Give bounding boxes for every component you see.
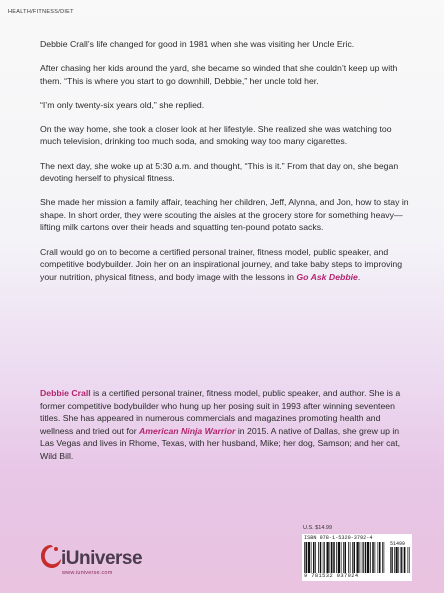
barcode-icon — [304, 542, 410, 573]
barcode-addon: 51499 — [390, 541, 406, 547]
blurb-paragraph: Debbie Crall’s life changed for good in 1981 when she was visiting her Uncle Eric. — [40, 39, 355, 49]
show-title: American Ninja Warrior — [139, 425, 236, 436]
author-name: Debbie Crall — [40, 388, 91, 398]
price-label: U.S. $14.99 — [303, 525, 333, 531]
barcode-block — [302, 534, 412, 581]
book-title: Go Ask Debbie — [296, 271, 358, 282]
publisher-logo — [40, 543, 160, 583]
isbn-label: ISBN 978-1-5320-3792-4 — [304, 535, 373, 541]
blurb-paragraph-closing — [40, 246, 412, 284]
back-cover-blurb — [40, 38, 412, 295]
author-bio — [40, 387, 412, 463]
iuniverse-swirl-icon — [40, 543, 62, 571]
category-label: HEALTH/FITNESS/DIET — [8, 9, 74, 15]
blurb-paragraph: After chasing her kids around the yard, she became so winded that she couldn’t keep up with them. “This is where you start to go downhill, Debbie,” her uncle told her. — [40, 63, 398, 86]
publisher-url: www.iuniverse.com — [62, 570, 113, 576]
closing-text: Crall would go on to become a certified personal trainer, fitness model, public speaker, and competitive bodybuilder. Join her on an inspirational journey, and take baby steps to improving your nutrition, physical fitness, and body image with the lessons in — [40, 246, 403, 282]
publisher-name: iUniverse — [61, 548, 143, 569]
barcode-digits: 9 781532 037924 — [304, 573, 359, 579]
bio-text: is a certified personal trainer, fitness model, public speaker, and author. She is a former competitive bodybuilder who hung up her posing suit in 1993 after winning seventeen titles. She has appeared in numerous commercials and magazines promoting health and wellness and tried out for — [40, 388, 401, 436]
blurb-paragraph: “I’m only twenty-six years old,” she replied. — [40, 99, 205, 110]
blurb-paragraph: She made her mission a family affair, teaching her children, Jeff, Alynna, and Jon, how to stay in shape. In short order, they were scouting the aisles at the grocery store for something heavy—lifting milk cartons over their heads and squatting ten-pound potato sacks. — [40, 197, 409, 233]
blurb-paragraph: On the way home, she took a closer look at her lifestyle. She realized she was watching too much television, drinking too much soda, and smoking way too many cigarettes. — [40, 123, 392, 147]
bio-text-end: in 2015. A native of Dallas, she grew up in Las Vegas and lives in Rhome, Texas, with her husband, Mike; her dog, Samson; and her cat, Wild Bill. — [40, 425, 401, 461]
closing-punct: . — [357, 271, 361, 282]
blurb-paragraph: The next day, she woke up at 5:30 a.m. and thought, “This is it.” From that day on, she began devoting herself to physical fitness. — [40, 160, 399, 184]
